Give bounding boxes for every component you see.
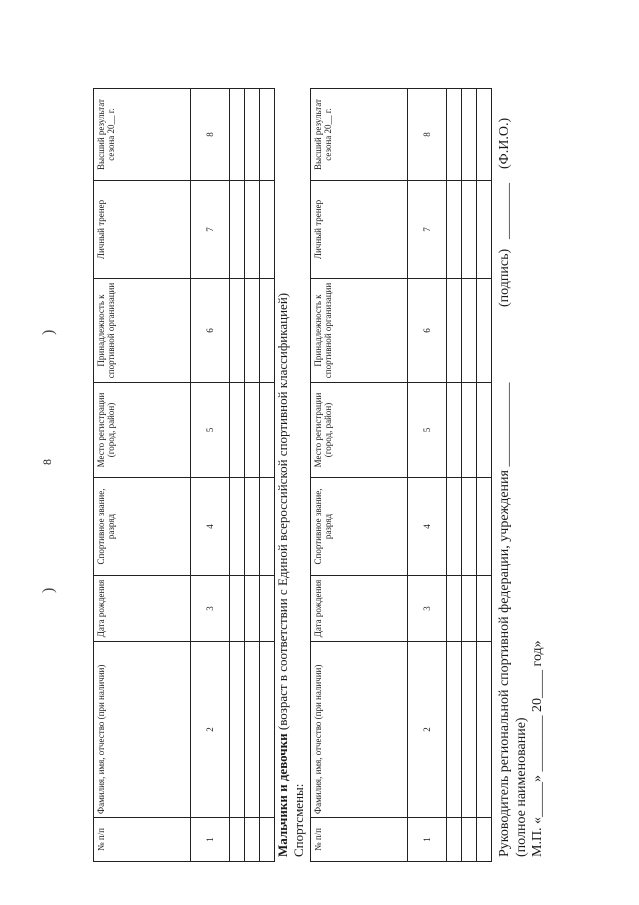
column-number: 6	[191, 279, 230, 383]
header-sport-organization: Принадлежность к спортивной организации	[311, 279, 408, 383]
header-best-result: Высший результат сезона 20__ г.	[311, 89, 408, 181]
section-heading	[275, 293, 291, 857]
signature-label: (подпись)	[497, 248, 512, 307]
header-personal-coach: Личный тренер	[94, 181, 191, 279]
table-row	[230, 89, 245, 862]
fio-blank: ________	[497, 183, 512, 239]
column-number: 7	[408, 181, 447, 279]
full-name-label: (полное наименование)	[514, 717, 529, 857]
header-birth-date: Дата рождения	[311, 576, 408, 642]
parenthesis-mark: )	[40, 587, 57, 593]
section-heading-bold: Мальчики и девочки	[275, 733, 290, 857]
table-row	[462, 89, 477, 862]
column-number: 1	[408, 818, 447, 862]
column-number: 5	[408, 383, 447, 478]
column-number-row	[408, 89, 447, 862]
header-full-name: Фамилия, имя, отчество (при наличии)	[94, 642, 191, 818]
table-row	[447, 89, 462, 862]
column-number: 5	[191, 383, 230, 478]
section-subheading: Спортсмены:	[291, 783, 306, 857]
footer-head-line	[497, 117, 513, 857]
column-number: 3	[191, 576, 230, 642]
column-number: 8	[408, 89, 447, 181]
table-row	[260, 89, 275, 862]
header-registration-place: Место регистрации (город, район)	[311, 383, 408, 478]
column-number: 4	[191, 478, 230, 576]
header-number: № п/п	[311, 818, 408, 862]
column-number: 7	[191, 181, 230, 279]
header-sport-rank: Спортивное звание, разряд	[94, 478, 191, 576]
header-best-result: Высший результат сезона 20__ г.	[94, 89, 191, 181]
header-registration-place: Место регистрации (город, район)	[94, 383, 191, 478]
table-header-row	[94, 89, 191, 862]
table-header-row	[311, 89, 408, 862]
column-number: 2	[191, 642, 230, 818]
column-number-row	[191, 89, 230, 862]
athletes-table-1	[93, 88, 275, 862]
header-full-name: Фамилия, имя, отчество (при наличии)	[311, 642, 408, 818]
column-number: 3	[408, 576, 447, 642]
section-heading-rest: (возраст в соответствии с Единой всероссийской спортивной классификацией)	[275, 292, 290, 734]
column-number: 4	[408, 478, 447, 576]
header-sport-organization: Принадлежность к спортивной организации	[94, 279, 191, 383]
table-row	[245, 89, 260, 862]
column-number: 1	[191, 818, 230, 862]
fio-label: (Ф.И.О.)	[497, 117, 512, 169]
column-number: 8	[191, 89, 230, 181]
page-number: 8	[40, 459, 54, 465]
stamp-date-line: М.П. «_____» ________ 20____ год»	[530, 640, 545, 857]
head-position-text: Руководитель региональной спортивной федерации, учреждения ____________	[497, 382, 512, 857]
parenthesis-mark: )	[40, 329, 57, 335]
header-personal-coach: Личный тренер	[311, 181, 408, 279]
header-sport-rank: Спортивное звание, разряд	[311, 478, 408, 576]
column-number: 6	[408, 279, 447, 383]
header-birth-date: Дата рождения	[94, 576, 191, 642]
athletes-table-2	[310, 88, 492, 862]
header-number: № п/п	[94, 818, 191, 862]
table-row	[477, 89, 492, 862]
column-number: 2	[408, 642, 447, 818]
